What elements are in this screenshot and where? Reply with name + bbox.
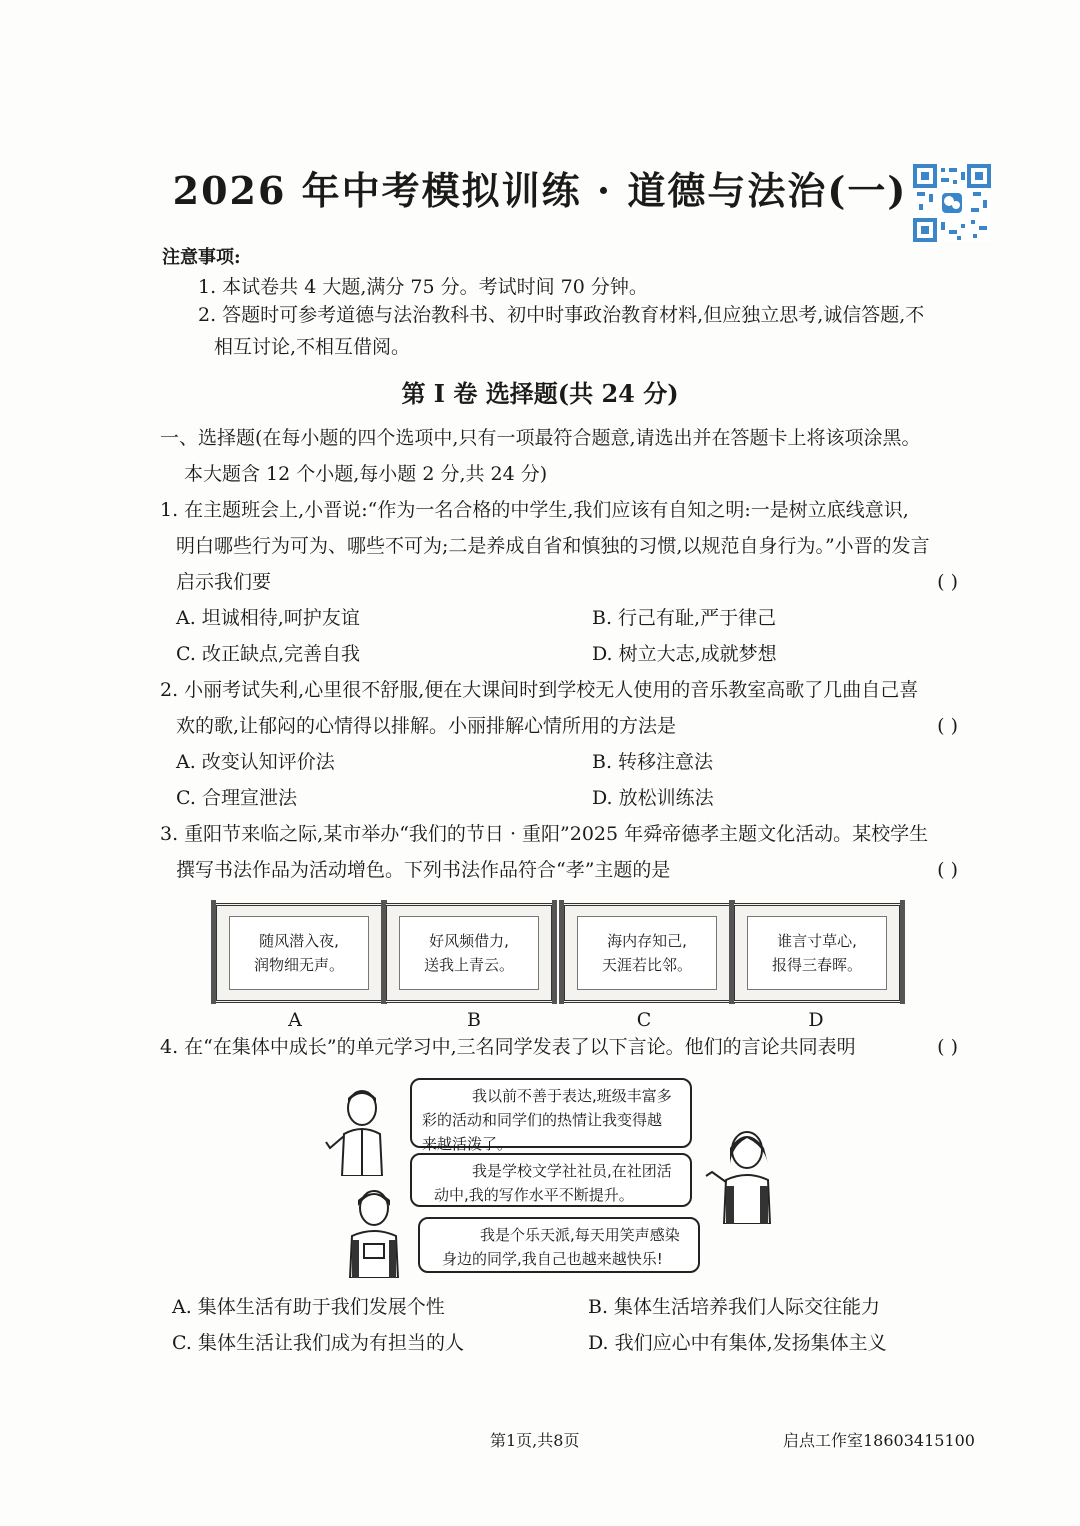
notes-heading: 注意事项:	[162, 247, 241, 268]
scroll-label: D	[808, 1009, 824, 1031]
q1-option-b: B. 行己有耻,严于律己	[592, 607, 777, 629]
q2-option-b: B. 转移注意法	[592, 751, 714, 773]
q1-line: 1. 在主题班会上,小晋说:“作为一名合格的中学生,我们应该有自知之明:一是树立底线意识,	[160, 499, 909, 521]
speech-bubble	[410, 1078, 692, 1153]
scroll-text: 随风潜入夜,	[259, 932, 339, 950]
bubble-text: 彩的活动和同学们的热情让我变得越	[422, 1111, 663, 1129]
scroll-text: 好风频借力,	[429, 932, 509, 950]
scroll-text: 海内存知己,	[607, 932, 687, 950]
q1-option-d: D. 树立大志,成就梦想	[592, 643, 777, 665]
q4-option-c: C. 集体生活让我们成为有担当的人	[172, 1332, 464, 1354]
boy-student-icon	[322, 1086, 402, 1176]
section-title: 第 Ⅰ 卷 选择题(共 24 分)	[401, 379, 679, 408]
scroll-text: 天涯若比邻。	[601, 956, 692, 974]
q1-option-c: C. 改正缺点,完善自我	[176, 643, 360, 665]
scroll-label: C	[636, 1009, 652, 1031]
q4-option-d: D. 我们应心中有集体,发扬集体主义	[588, 1332, 887, 1354]
q2-option-c: C. 合理宣泄法	[176, 787, 297, 809]
q4-line: 4. 在“在集体中成长”的单元学习中,三名同学发表了以下言论。他们的言论共同表明	[160, 1036, 856, 1058]
q2-answer-blank: ( )	[937, 715, 958, 737]
bubble-text: 我是个乐天派,每天用笑声感染	[480, 1226, 680, 1244]
q2-option-d: D. 放松训练法	[592, 787, 714, 809]
q1-answer-blank: ( )	[937, 571, 958, 593]
instructions-line: 本大题含 12 个小题,每小题 2 分,共 24 分)	[184, 463, 548, 485]
scroll-label: A	[288, 1009, 302, 1031]
studio-contact: 启点工作室18603415100	[783, 1431, 975, 1450]
bubble-text: 动中,我的写作水平不断提升。	[434, 1186, 634, 1204]
q2-line: 2. 小丽考试失利,心里很不舒服,便在大课间时到学校无人使用的音乐教室高歌了几曲自己喜	[160, 679, 919, 701]
instructions-line: 一、选择题(在每小题的四个选项中,只有一项最符合题意,请选出并在答题卡上将该项涂黑。	[160, 427, 921, 449]
calligraphy-scroll-d	[732, 903, 902, 1003]
bubble-text: 我是学校文学社社员,在社团活	[472, 1162, 672, 1180]
q2-line: 欢的歌,让郁闷的心情得以排解。小丽排解心情所用的方法是	[176, 715, 677, 737]
q4-option-b: B. 集体生活培养我们人际交往能力	[588, 1296, 881, 1318]
scroll-text: 谁言寸草心,	[777, 932, 857, 950]
calligraphy-scroll-a	[214, 903, 384, 1003]
note-item: 相互讨论,不相互借阅。	[214, 336, 411, 358]
note-item: 1. 本试卷共 4 大题,满分 75 分。考试时间 70 分钟。	[198, 276, 648, 298]
qr-code-icon	[913, 164, 991, 242]
student-reading-icon	[334, 1186, 414, 1278]
q1-line: 明白哪些行为可为、哪些不可为;二是养成自省和慎独的习惯,以规范自身行为。”小晋的发言	[176, 535, 930, 557]
q4-option-a: A. 集体生活有助于我们发展个性	[172, 1296, 445, 1318]
q3-answer-blank: ( )	[937, 859, 958, 881]
scroll-text: 报得三春晖。	[771, 956, 862, 974]
q3-line: 撰写书法作品为活动增色。下列书法作品符合“孝”主题的是	[176, 859, 671, 881]
page-number: 第1页,共8页	[490, 1431, 580, 1450]
q1-line: 启示我们要	[176, 571, 272, 593]
scroll-text: 润物细无声。	[253, 956, 344, 974]
q1-option-a: A. 坦诚相待,呵护友谊	[176, 607, 360, 629]
qr-code	[913, 164, 991, 242]
calligraphy-scroll-c	[562, 903, 732, 1003]
bubble-text: 我以前不善于表达,班级丰富多	[472, 1087, 672, 1105]
scroll-text: 送我上青云。	[423, 956, 514, 974]
q3-line: 3. 重阳节来临之际,某市举办“我们的节日 · 重阳”2025 年舜帝德孝主题文化活动。某校学生	[160, 823, 929, 845]
q4-answer-blank: ( )	[937, 1036, 958, 1058]
exam-title: 2026 年中考模拟训练 · 道德与法治(一)	[172, 168, 908, 213]
speech-bubble	[418, 1217, 700, 1273]
girl-student-icon	[702, 1124, 792, 1224]
note-item: 2. 答题时可参考道德与法治教科书、初中时事政治教育材料,但应独立思考,诚信答题,不	[198, 304, 925, 326]
bubble-text: 身边的同学,我自己也越来越快乐!	[442, 1250, 663, 1268]
calligraphy-scroll-b	[384, 903, 554, 1003]
q2-option-a: A. 改变认知评价法	[176, 751, 335, 773]
bubble-text: 来越活泼了。	[422, 1135, 513, 1153]
speech-bubble	[410, 1153, 692, 1207]
scroll-label: B	[467, 1009, 481, 1031]
